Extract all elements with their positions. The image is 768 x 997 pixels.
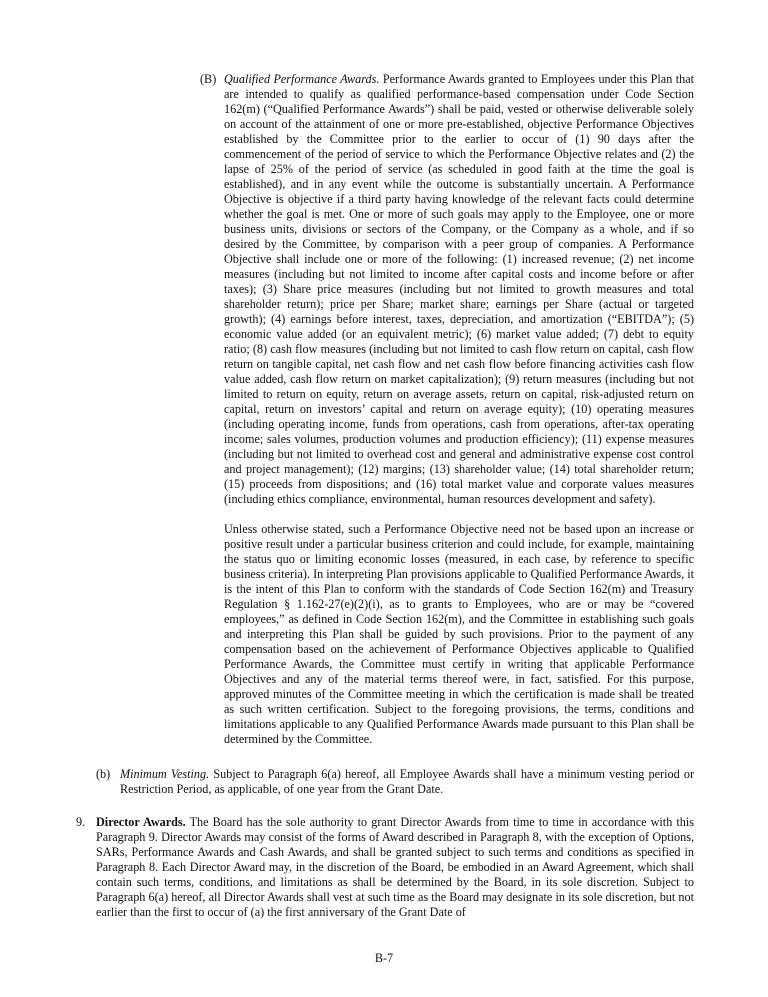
section-vesting-text: Subject to Paragraph 6(a) hereof, all Employee Awards shall have a minimum vesting period or Restriction Period, as applicable, of one year from the Grant Date. — [120, 767, 695, 796]
section-b-label: (B) — [200, 72, 217, 86]
section-b-para1-text: Performance Awards granted to Employees under this Plan that are intended to qualify as qualified performance-based compensation under Code Section 162(m) (“Qualified Performance Awards”) shall be paid, vested or otherwise deliverable solely on account of the attainment of one or more pre-established, objective Performance Objectives established by the Committee prior to the earlier to occur of (1) 90 days after the commencement of the period of service to which the Performance Objective relates and (2) the lapse of 25% of the period of service (as scheduled in good faith at the time the goal is established), and in any event while the outcome is substantially uncertain. A Performance Objective is objective if a third party having knowledge of the relevant facts could determine whether the goal is met. One or more of such goals may apply to the Employee, one or more business units, divisions or sectors of the Company, or the Company as a whole, and if so desired by the Committee, by comparison with a peer group of companies. A Performance Objective shall include one or more of the following: (1) increased revenue; (2) net income measures (including but not limited to income after capital costs and income before or after taxes); (3) Share price measures (including but not limited to growth measures and total shareholder return); price per Share; market share; earnings per Share (actual or targeted growth); (4) earnings before interest, taxes, depreciation, and amortization (“EBITDA”); (5) economic value added (or an equivalent metric); (6) market value added; (7) debt to equity ratio; (8) cash flow measures (including but not limited to cash flow return on capital, cash flow return on tangible capital, net cash flow and net cash flow before financing activities cash flow value added, cash flow return on market capitalization); (9) return measures (including but not limited to return on equity, return on average assets, return on capital, risk-adjusted return on capital, return on investors’ capital and return on average equity); (10) operating measures (including operating income, funds from operations, cash from operations, after-tax operating income; sales volumes, production volumes and production efficiency); (11) expense measures (including but not limited to overhead cost and general and administrative expense cost control and project management); (12) margins; (13) shareholder value; (14) total shareholder return; (15) proceeds from dispositions; and (16) total market value and corporate values measures (including ethics compliance, environmental, human resources development and safety). — [224, 72, 694, 506]
section-9-paragraph — [96, 815, 694, 920]
section-9-heading: Director Awards. — [96, 815, 186, 829]
section-b-heading: Qualified Performance Awards. — [224, 72, 380, 86]
section-b-paragraph-2: Unless otherwise stated, such a Performance Objective need not be based upon an increase or positive result under a particular business criterion and could include, for example, maintaining the status quo or limiting economic losses (measured, in each case, by reference to specific business criteria). In interpreting Plan provisions applicable to Qualified Performance Awards, it is the intent of this Plan to conform with the standards of Code Section 162(m) and Treasury Regulation § 1.162-27(e)(2)(i), as to grants to Employees, who are or may be “covered employees,” as defined in Code Section 162(m), and the Committee in establishing such goals and interpreting this Plan shall be guided by such provisions. Prior to the payment of any compensation based on the achievement of Performance Objectives applicable to Qualified Performance Awards, the Committee must certify in writing that applicable Performance Objectives and any of the material terms thereof were, in fact, satisfied. For this purpose, approved minutes of the Committee meeting in which the certification is made shall be treated as such written certification. Subject to the foregoing provisions, the terms, conditions and limitations applicable to any Qualified Performance Awards made pursuant to this Plan shall be determined by the Committee. — [224, 522, 694, 746]
section-vesting-body — [120, 767, 694, 797]
section-vesting-heading: Minimum Vesting. — [120, 767, 210, 781]
section-b-body — [224, 72, 694, 747]
section-9-body — [96, 815, 694, 920]
section-9-text: The Board has the sole authority to grant Director Awards from time to time in accordance with this Paragraph 9. Director Awards may consist of the forms of Award described in Paragraph 8, with the exception of Options, SARs, Performance Awards and Cash Awards, and shall be granted subject to such terms and conditions as specified in Paragraph 8. Each Director Award may, in the discretion of the Board, be embodied in an Award Agreement, which shall contain such terms, conditions, and limitations as shall be determined by the Board, in its sole discretion. Subject to Paragraph 6(a) hereof, all Director Awards shall vest at such time as the Board may designate in its sole discretion, but not earlier than the first to occur of (a) the first anniversary of the Grant Date of — [96, 815, 694, 919]
page-number: B-7 — [374, 951, 394, 965]
section-minimum-vesting — [96, 767, 694, 797]
section-b-paragraph-1 — [224, 72, 694, 507]
section-vesting-paragraph — [120, 767, 694, 797]
section-vesting-label: (b) — [96, 767, 111, 781]
section-qualified-performance-awards — [200, 72, 694, 747]
section-director-awards — [76, 815, 694, 920]
section-9-number: 9. — [76, 815, 86, 829]
